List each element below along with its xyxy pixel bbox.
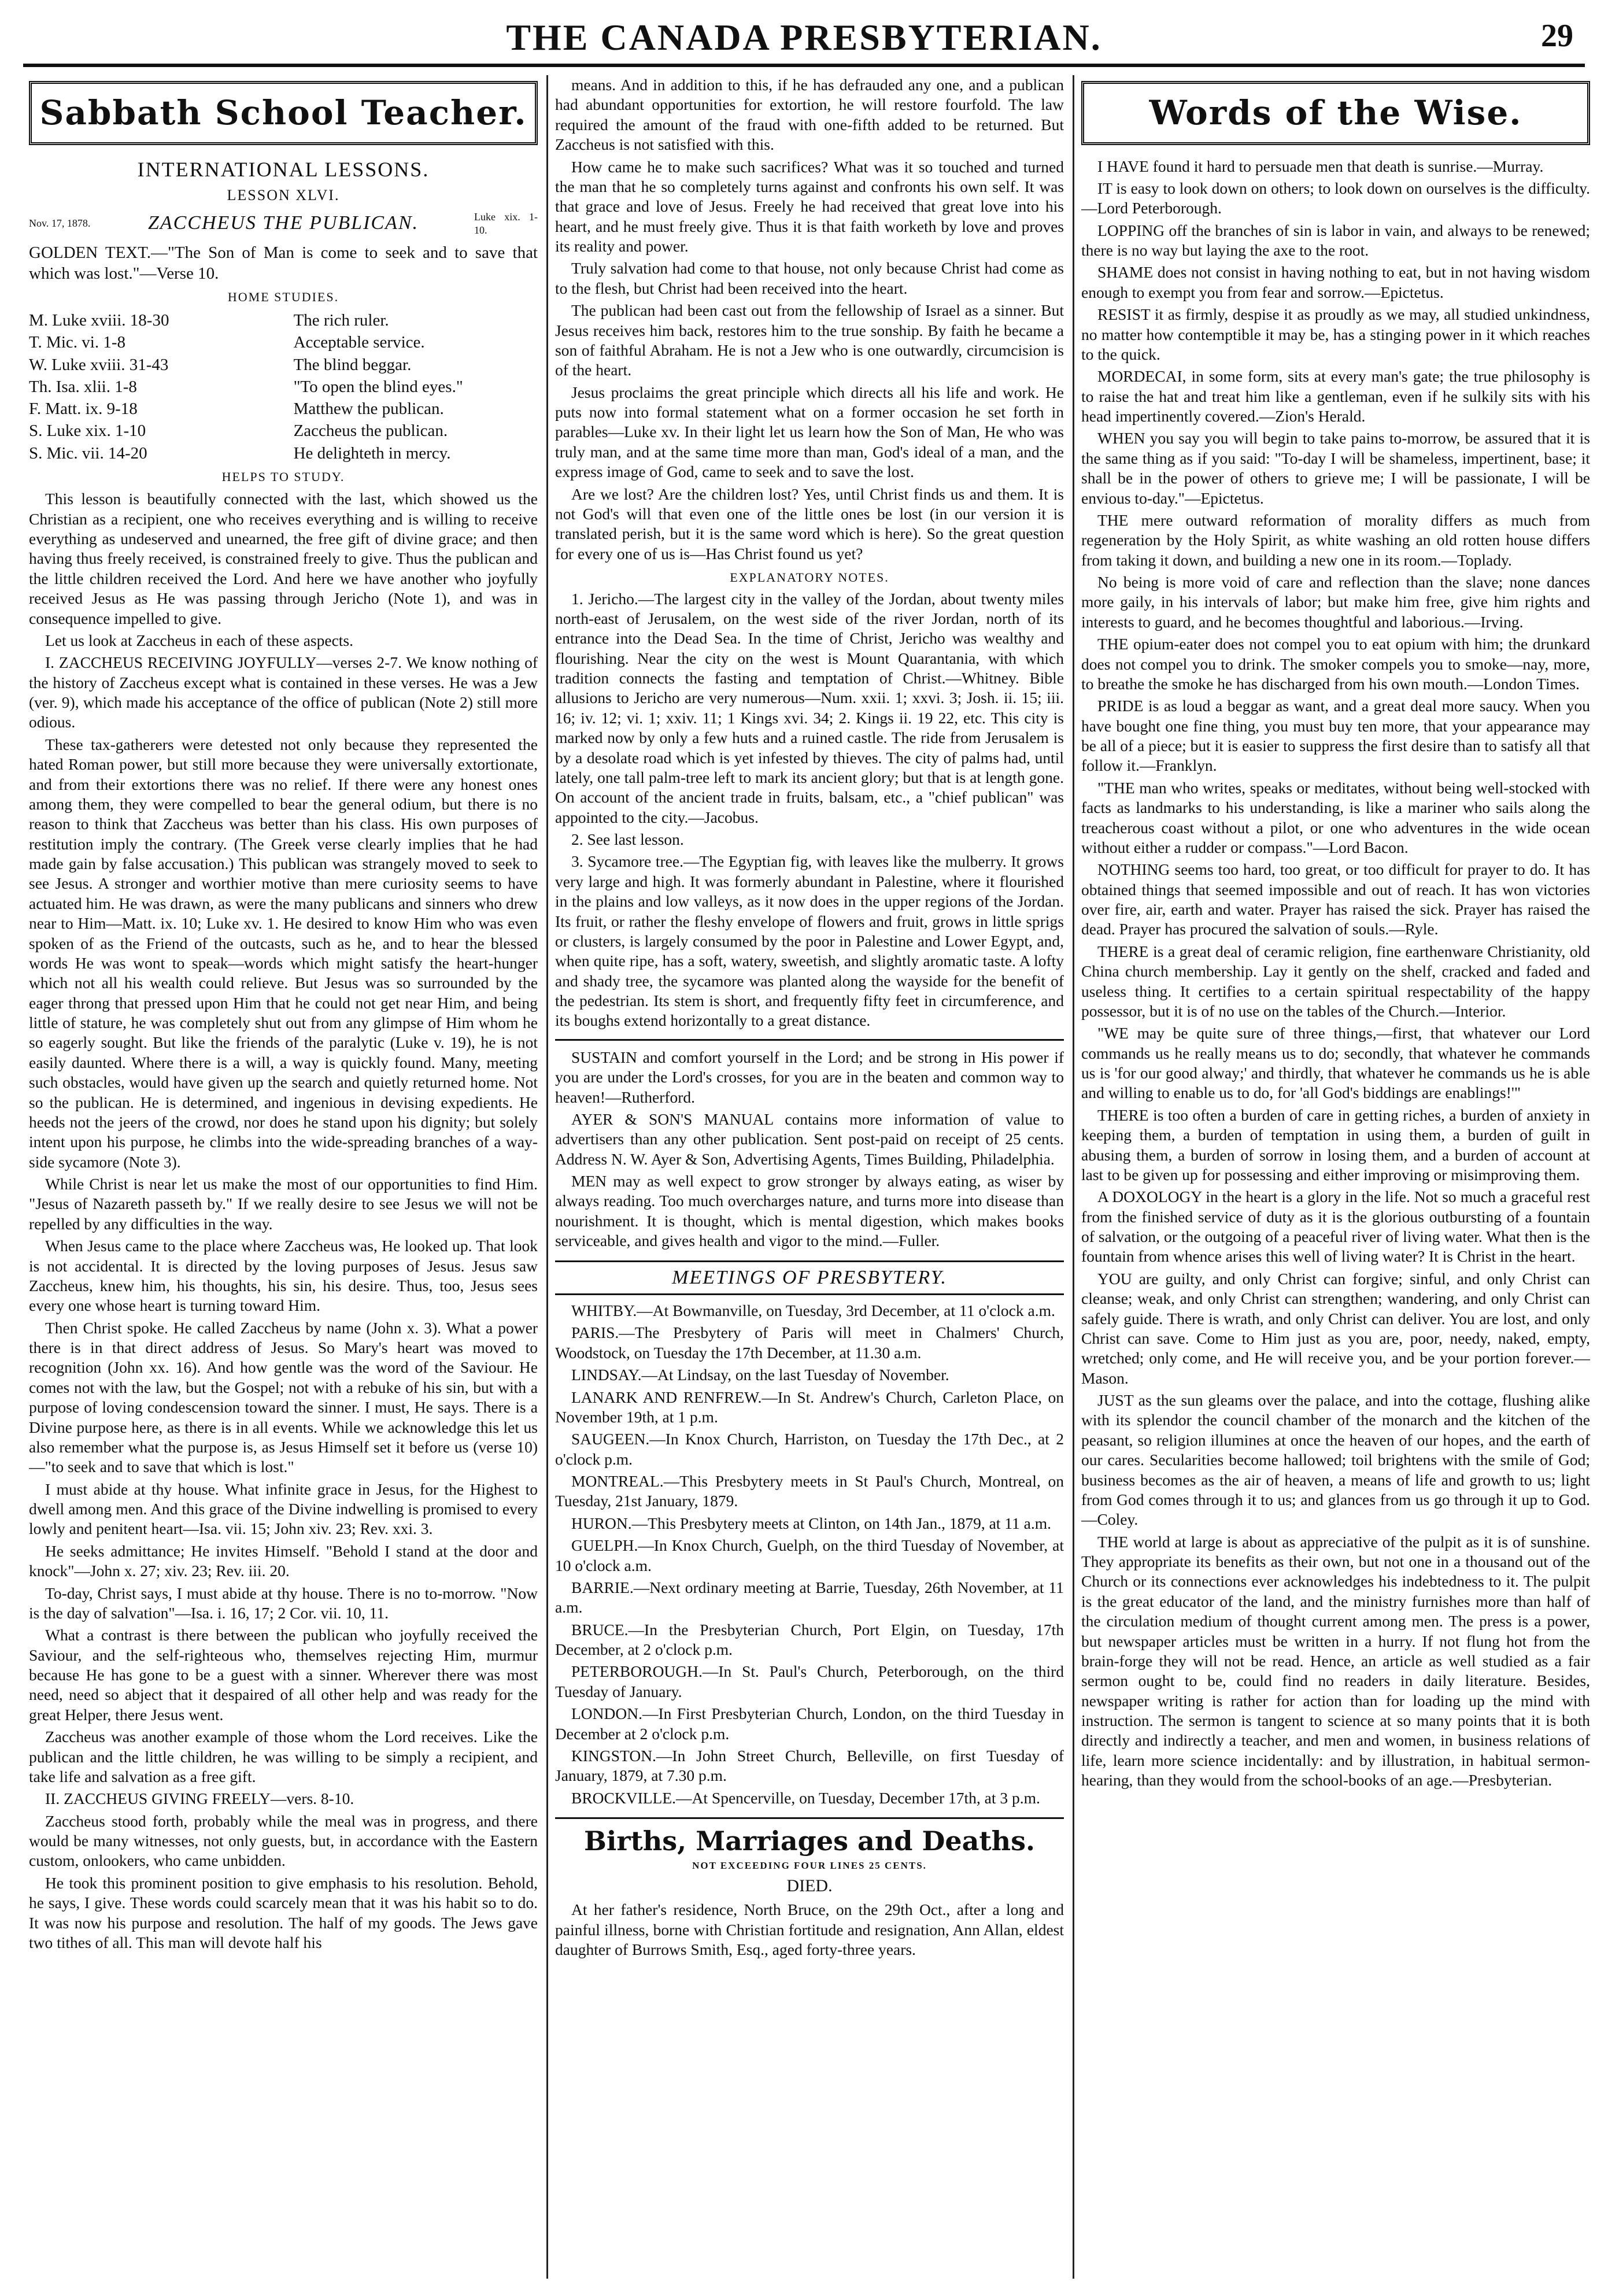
meetings-list (555, 1301, 1064, 1808)
study-topic: "To open the blind eyes." (293, 377, 463, 396)
meeting-item: PETERBOROUGH.—In St. Paul's Church, Peterborough, on the third Tuesday of January. (555, 1662, 1064, 1700)
study-row (29, 420, 538, 442)
meeting-item: WHITBY.—At Bowmanville, on Tuesday, 3rd December, at 11 o'clock a.m. (571, 1302, 1055, 1319)
death-notice: At her father's residence, North Bruce, on the 29th Oct., after a long and painful illness, borne with Christian fortitude and resignation, Ann Allan, eldest daughter of Burrows Smith, Esq., aged forty-three years. (555, 1901, 1064, 1958)
paragraph: Then Christ spoke. He called Zaccheus by name (John x. 3). What a power there is in that direct address of Jesus. So Mary's heart was moved to recognition (John xx. 16). And how gentle was the word of the Saviour. He comes not with the law, but the Gospel; not with a rebuke of his sin, but with a purpose of loving condescension toward the sinner. I must, He says. There is a Divine purpose here, as there is in all events. While we acknowledge this let us also remember what the purpose is, as Jesus Himself set it before us (verse 10)—"to seek and to save that which is lost." (29, 1318, 538, 1476)
home-studies-table (29, 309, 538, 464)
home-studies-heading: HOME STUDIES. (227, 289, 339, 304)
meeting-item: LINDSAY.—At Lindsay, on the last Tuesday of November. (571, 1366, 949, 1384)
saying: THERE is a great deal of ceramic religion, fine earthenware Christianity, old China church membership. Lay it gently on the shelf, cracked and faded and useless thing. It certifies to a certain spiritual respectability of the happy possessor, but it is of no use on the tables of the Church.—Interior. (1081, 942, 1590, 1020)
saying: WHEN you say you will begin to take pains to-morrow, be assured that it is the same thing as if you said: "To-day I will be shameless, impertinent, base; it shall be in the power of others to grieve me; I will be passionate, I will be envious to-day."—Epictetus. (1081, 429, 1590, 507)
saying: MORDECAI, in some form, sits at every man's gate; the true philosophy is to raise the hat and treat him like a gentleman, even if he sulkily sits with his head impertinently covered.—Zion's Herald. (1081, 367, 1590, 425)
paragraph: I must abide at thy house. What infinite grace in Jesus, for the Highest to dwell among men. And this grace of the Divine indwelling is promised to every lowly and penitent heart—Isa. vii. 15; John xiv. 23; Rev. xxi. 3. (29, 1480, 538, 1538)
meeting-item: LANARK AND RENFREW.—In St. Andrew's Church, Carleton Place, on November 19th, at 1 p.m. (555, 1388, 1064, 1426)
paragraph: The publican had been cast out from the fellowship of Israel as a sinner. But Jesus receives him back, restores him to the true sonship. By faith he became a son of faithful Abraham. He is not a Jew who is one outwardly, circumcision is of the heart. (555, 301, 1064, 379)
page-header (23, 12, 1585, 67)
lesson-number: LESSON XLVI. (227, 186, 340, 204)
study-topic: He delighteth in mercy. (293, 443, 451, 463)
saying: A DOXOLOGY in the heart is a glory in the life. Not so much a graceful rest from the finished service of duty as it is the glorious outbursting of a fountain of salvation, or the outgoing of a peaceful river of living water. What then is the fountain from whence arises this well of living water? It is Christ in the heart. (1081, 1188, 1590, 1266)
paragraph: SUSTAIN and comfort yourself in the Lord; and be strong in His power if you are under the Lord's crosses, for you are in the beaten and common way to heaven!—Rutherford. (555, 1048, 1064, 1106)
masthead-title: THE CANADA PRESBYTERIAN. (506, 17, 1102, 58)
section-title: INTERNATIONAL LESSONS. (137, 157, 430, 181)
bmd-heading: Births, Marriages and Deaths. (555, 1817, 1064, 1858)
meeting-item: BROCKVILLE.—At Spencerville, on Tuesday, December 17th, at 3 p.m. (571, 1788, 1040, 1807)
saying: I HAVE found it hard to persuade men that death is sunrise.—Murray. (1097, 157, 1544, 175)
meeting-item: BRUCE.—In the Presbyterian Church, Port Elgin, on Tuesday, 17th December, at 2 o'clock p.m. (555, 1620, 1064, 1658)
paragraph: Are we lost? Are the children lost? Yes, until Christ finds us and them. It is not God's will that even one of the little ones be lost (in our version it is translated perish, but it is the same word which is here). So the great question for every one of us is—Has Christ found us yet? (555, 485, 1064, 563)
saying: LOPPING off the branches of sin is labor in vain, and always to be renewed; there is no way but laying the axe to the root. (1081, 221, 1590, 259)
study-ref: T. Mic. vi. 1-8 (29, 333, 125, 352)
study-topic: Zaccheus the publican. (293, 422, 448, 441)
paragraph: This lesson is beautifully connected with the last, which showed us the Christian as a recipient, one who receives everything and is willing to receive everything as undeserved and unearned, the free gift of divine grace; and then having thus freely received, is constrained freely to give. Thus the publican and the little children received the Lord. And here we have another who joyfully received Jesus as He was passing through Jericho (Note 1), and was in consequence impelled to give. (29, 490, 538, 627)
lesson-date: Nov. 17, 1878. (29, 217, 91, 230)
paragraph: What a contrast is there between the publican who joyfully received the Saviour, and the self-righteous who, themselves rejecting Him, murmur because He has gone to be a guest with a sinner. Wherever there was most need, need so abject that it despaired of all other help and was ready for the great Helper, there Jesus went. (29, 1626, 538, 1724)
saying: PRIDE is as loud a beggar as want, and a great deal more saucy. When you have bought one fine thing, you must buy ten more, that your appearance may be all of a piece; but it is easier to suppress the first desire than to satisfy all that follow it.—Franklyn. (1081, 697, 1590, 775)
column-middle (555, 75, 1064, 2279)
paragraph: When Jesus came to the place where Zaccheus was, He looked up. That look is not accidental. It is directed by the loving purposes of Jesus. Jesus saw Zaccheus, knew him, his thoughts, his sin, his desire. Thus, too, Jesus sees every one whose heart is turning toward Him. (29, 1237, 538, 1315)
paragraph: I. ZACCHEUS RECEIVING JOYFULLY—verses 2-7. We know nothing of the history of Zaccheus except what is contained in these verses. He was a Jew (ver. 9), which made his acceptance of the office of publican (Note 2) still more odious. (29, 653, 538, 731)
notes-heading: EXPLANATORY NOTES. (730, 570, 889, 585)
saying: NOTHING seems too hard, too great, or too difficult for prayer to do. It has obtained things that seemed impossible and out of reach. It has won victories over fire, air, earth and water. Prayer has raised the sick. Prayer has raised the dead. Prayer has procured the salvation of souls.—Ryle. (1081, 860, 1590, 938)
paragraph: To-day, Christ says, I must abide at thy house. There is no to-morrow. "Now is the day of salvation"—Isa. i. 16, 17; 2 Cor. vii. 10, 11. (29, 1584, 538, 1622)
note-item: 2. See last lesson. (571, 830, 684, 848)
study-topic: Acceptable service. (293, 333, 425, 352)
paragraph: Let us look at Zaccheus in each of these aspects. (45, 631, 353, 649)
study-ref: W. Luke xviii. 31-43 (29, 355, 169, 374)
bmd-rate: NOT EXCEEDING FOUR LINES 25 CENTS. (692, 1859, 927, 1871)
miscellany (555, 1048, 1064, 1251)
saying: IT is easy to look down on others; to look down on ourselves is the difficulty.—Lord Peterborough. (1081, 179, 1590, 217)
saying: "WE may be quite sure of three things,—first, that whatever our Lord commands us he really means us to do; secondly, that whatever he commands us is 'for our good alway;' and thirdly, that whatever he commands us he is able and willing to enable us to do, for 'all God's biddings are enablings!'" (1081, 1024, 1590, 1102)
saying: THERE is too often a burden of care in getting riches, a burden of anxiety in keeping them, a burden of temptation in using them, a burden of guilt in abusing them, a burden of sorrow in losing them, and a burden of account at last to be given up for possessing and either improving or misimproving them. (1081, 1106, 1590, 1184)
meeting-item: HURON.—This Presbytery meets at Clinton, on 14th Jan., 1879, at 11 a.m. (571, 1514, 1052, 1532)
saying: THE opium-eater does not compel you to eat opium with him; the drunkard does not compel you to drink. The smoker compels you to smoke—nay, more, to breathe the smoke he has discharged from his own mouth.—London Times. (1081, 635, 1590, 693)
lesson-heading (29, 210, 538, 236)
saying: YOU are guilty, and only Christ can forgive; sinful, and only Christ can cleanse; weak, and only Christ can strengthen; wandering, and only Christ can safely guide. There is wrath, and only Christ can deliver. You are lost, and only Christ can save. Come to Him just as you are, poor, needy, naked, empty, wretched; only come, and He will receive you, and be your portion forever.—Mason. (1081, 1269, 1590, 1387)
study-row (29, 398, 538, 420)
paragraph: He took this prominent position to give emphasis to his resolution. Behold, he says, I give. These words could scarcely mean that it was his habit so to do. It was now his purpose and resolution. The half of my goods. The Jews gave two tithes of all. This man will devote half his (29, 1873, 538, 1951)
paragraph: Jesus proclaims the great principle which directs all his life and work. He puts now into formal statement what on a former occasion he set forth in parables—Luke xv. In their light let us learn how the Son of Man, He who was truly man, and at the same time more than man, God's ideal of a man, and the express image of God, came to seek and to save the lost. (555, 383, 1064, 481)
paragraph: AYER & SON'S MANUAL contains more information of value to advertisers than any other publication. Sent post-paid on receipt of 25 cents. Address N. W. Ayer & Son, Advertising Agents, Times Building, Philadelphia. (555, 1110, 1064, 1168)
study-topic: The rich ruler. (293, 311, 389, 330)
paragraph: Truly salvation had come to that house, not only because Christ had come as to the flesh, but Christ had been received into the heart. (555, 259, 1064, 297)
meeting-item: SAUGEEN.—In Knox Church, Harriston, on Tuesday the 17th Dec., at 2 o'clock p.m. (555, 1430, 1064, 1468)
meeting-item: BARRIE.—Next ordinary meeting at Barrie, Tuesday, 26th November, at 11 a.m. (555, 1578, 1064, 1617)
column-divider (1073, 75, 1074, 2279)
explanatory-notes (555, 589, 1064, 1031)
paragraph: How came he to make such sacrifices? What was it so touched and turned the man that he so completely turns against and confronts his own self. It was that grace and love of Jesus. Freely he had received that great love into his heart, and he must freely give. Thus it is that faith worketh by love and proves its reality and power. (555, 157, 1064, 255)
meeting-item: MONTREAL.—This Presbytery meets in St Paul's Church, Montreal, on Tuesday, 21st January, 1879. (555, 1472, 1064, 1510)
paragraph: These tax-gatherers were detested not only because they represented the hated Roman power, but still more because they were universally extortionate, and from their extortions there was no relief. If there were any honest ones among them, they were compelled to bear the general odium, but there is no reason to think that Zaccheus was better than his class. His own purposes of restitution imply the contrary. (The Greek verse clearly implies that he had made gain by false accusation.) This publican was strangely moved to seek to see Jesus. A stronger and worthier motive than mere curiosity seems to have actuated him. He was drawn, as were the many publicans and sinners who drew near to Him—Matt. ix. 10; Luke xv. 1. He desired to know Him who was even spoken of as the Friend of the outcasts, such as he, and to hear the blessed words He was wont to speak—words which might satisfy the heart-hunger which not all his wealth could relieve. But Jesus was so surrounded by the eager throng that pressed upon Him that he could not get near Him, and being little of stature, he was completely shut out from any glimpse of Him whom he so eagerly sought. But like the friends of the paralytic (Luke v. 19), he is not easily daunted. Where there is a will, a way is quickly found. Many, meeting such obstacles, would have given up the search and quietly returned home. Not so the publican. He is determined, and ingenious in devising expedients. He heeds not the jeers of the crowd, nor does he stand upon his dignity; but solely intent upon his purpose, he climbs into the wide-spreading branches of a way-side sycamore (Note 3). (29, 735, 538, 1171)
study-row (29, 309, 538, 331)
study-row (29, 442, 538, 464)
meeting-item: PARIS.—The Presbytery of Paris will meet in Chalmers' Church, Woodstock, on Tuesday the 17th December, at 11.30 a.m. (555, 1323, 1064, 1362)
paragraph: II. ZACCHEUS GIVING FREELY—vers. 8-10. (45, 1790, 354, 1808)
study-topic: The blind beggar. (293, 355, 412, 374)
died-heading: DIED. (786, 1876, 833, 1895)
column-divider (546, 75, 548, 2279)
lesson-body (29, 489, 538, 1953)
paragraph: means. And in addition to this, if he has defrauded any one, and a publican had abundant opportunities for extortion, he will restore fourfold. The law required the amount of the fraud with one-fifth added to be returned. But Zaccheus is not satisfied with this. (555, 76, 1064, 154)
study-row (29, 331, 538, 353)
note-item: 1. Jericho.—The largest city in the valley of the Jordan, about twenty miles north-east of Jerusalem, on the west side of the river Jordan, north of its entrance into the Dead Sea. In the time of Christ, Jericho was wealthy and flourishing. Near the city on the west is Mount Quarantania, with which tradition connects the fasting and temptation of Christ.—Whitney. Bible allusions to Jericho are very numerous—Num. xxii. 1; xxvi. 3; Josh. ii. 15; iii. 16; iv. 12; vi. 1; xxiv. 11; 1 Kings xvi. 34; 2. Kings ii. 19 22, etc. This city is marked now by only a few huts and a ruined castle. The ride from Jerusalem is by a desolate road which is yet infested by thieves. The city of palms had, until lately, one tall palm-tree left to mark its ancient glory; but that is at length gone. On account of the ancient trade in fruits, balsam, etc., a "chief publican" was appointed to the city.—Jacobus. (555, 589, 1064, 826)
saying: JUST as the sun gleams over the palace, and into the cottage, flushing alike with its splendor the council chamber of the monarch and the kitchen of the peasant, so religion illumines at once the heaven of our hopes, and the earth of our cares. Secularities become hallowed; toil brightens with the smile of God; business becomes as the air of heaven, a means of life and growth to us; light from God comes through it to us; and glances from us go through it up to God.—Coley. (1081, 1391, 1590, 1529)
paragraph: He seeks admittance; He invites Himself. "Behold I stand at the door and knock"—John x. 27; xiv. 23; Rev. iii. 20. (29, 1541, 538, 1580)
page-number: 29 (1541, 18, 1573, 54)
study-row (29, 354, 538, 376)
study-ref: S. Mic. vii. 14-20 (29, 443, 147, 463)
column-right (1081, 75, 1590, 2279)
golden-text: GOLDEN TEXT.—"The Son of Man is come to seek and to save that which was lost."—Verse 10. (29, 243, 538, 283)
meeting-item: GUELPH.—In Knox Church, Guelph, on the third Tuesday of November, at 10 o'clock a.m. (555, 1536, 1064, 1574)
study-row (29, 376, 538, 398)
paragraph: Zaccheus stood forth, probably while the meal was in progress, and there would be many witnesses, not only guests, but, in accordance with the Eastern custom, onlookers, who came unbidden. (29, 1811, 538, 1870)
lesson-scripture: Luke xix. 1-10. (474, 211, 538, 236)
meetings-heading: MEETINGS OF PRESBYTERY. (555, 1260, 1064, 1296)
paragraph: MEN may as well expect to grow stronger by always eating, as wiser by always reading. Too much overcharges nature, and turns more into disease than nourishment. It is thought, which is mental digestion, which makes books serviceable, and gives health and vigor to the mind.—Fuller. (555, 1172, 1064, 1250)
meeting-item: KINGSTON.—In John Street Church, Belleville, on first Tuesday of January, 1879, at 7.30 p.m. (555, 1746, 1064, 1785)
note-item: 3. Sycamore tree.—The Egyptian fig, with leaves like the mulberry. It grows very large and high. It was formerly abundant in Palestine, where it flourished in the plains and low valleys, as it now does in the upper regions of the Jordan. Its fruit, or rather the fleshy envelope of flowers and fruit, grows in little sprigs or clusters, is largely consumed by the poor in Palestine and Lower Egypt, and, when quite ripe, has a soft, watery, sweetish, and slightly aromatic taste. A lofty and shady tree, the sycamore was planted along the wayside for the benefit of the pedestrian. Its stem is short, and frequently fifty feet in circumference, and its boughs extend horizontally to a great distance. (555, 852, 1064, 1030)
paragraph: Zaccheus was another example of those whom the Lord receives. Like the publican and the little children, he was willing to be simply a recipient, and take life and salvation as a free gift. (29, 1728, 538, 1785)
study-ref: M. Luke xviii. 18-30 (29, 311, 169, 330)
saying: THE world at large is about as appreciative of the pulpit as it is of sunshine. They appropriate its benefits as their own, but not one in a thousand out of the Church or its connections ever acknowledges his indebtedness to it. The pulpit is the great educator of the land, and the ministry furnishes more than half of the circulation medium of thought current among men. The press is a power, but newspaper articles must be written in a hurry. If not flung hot from the brain-forge they will not be read. Hence, an article as well studied as a fair sermon ought to be, could find no readers in daily literature. Besides, newspaper writing is rather for action than for loading up the mind with instruction. The sermon is tangent to science at so many points that it is both directly and indirectly a teacher, and men and women, in business relations of life, learn more science incidentally: and by illustration, in habitual sermon-hearing, than they would from the school-books of an age.—Presbyterian. (1081, 1532, 1590, 1790)
saying: SHAME does not consist in having nothing to eat, but in not having wisdom enough to exempt you from fear and sorrow.—Epictetus. (1081, 263, 1590, 301)
divider (555, 1039, 1064, 1041)
study-ref: S. Luke xix. 1-10 (29, 422, 146, 441)
paragraph: While Christ is near let us make the most of our opportunities to find Him. "Jesus of Nazareth passeth by." If we really desire to see Jesus we will not be repelled by any difficulties in the way. (29, 1175, 538, 1233)
lesson-title: ZACCHEUS THE PUBLICAN. (147, 212, 419, 234)
saying: THE mere outward reformation of morality differs as much from regeneration by the Holy Spirit, as white washing an old rotten house differs from taking it down, and building a new one in its room.—Toplady. (1081, 511, 1590, 569)
section-banner: Sabbath School Teacher. (29, 81, 538, 145)
saying: RESIST it as firmly, despise it as proudly as we may, all studied unkindness, no matter how contemptible it may be, has a stinging power in it which reaches to the quick. (1081, 305, 1590, 363)
saying: No being is more void of care and reflection than the slave; none dances more gaily, in his intervals of labor; but make him free, give him rights and interests to guard, and he becomes thoughtful and laborious.—Irving. (1081, 573, 1590, 631)
helps-heading: HELPS TO STUDY. (221, 469, 345, 484)
wise-sayings (1081, 157, 1590, 1791)
study-topic: Matthew the publican. (293, 400, 444, 418)
lesson-continued (555, 75, 1064, 564)
section-banner: Words of the Wise. (1081, 81, 1590, 145)
column-left (29, 75, 538, 2279)
saying: "THE man who writes, speaks or meditates, without being well-stocked with facts as landmarks to his understanding, is like a mariner who sails along the treacherous coast without a pilot, or one who adventures in the wide ocean without either a rudder or compass."—Lord Bacon. (1081, 778, 1590, 856)
meeting-item: LONDON.—In First Presbyterian Church, London, on the third Tuesday in December at 2 o'clock p.m. (555, 1705, 1064, 1743)
study-ref: F. Matt. ix. 9-18 (29, 400, 138, 418)
study-ref: Th. Isa. xlii. 1-8 (29, 377, 137, 396)
